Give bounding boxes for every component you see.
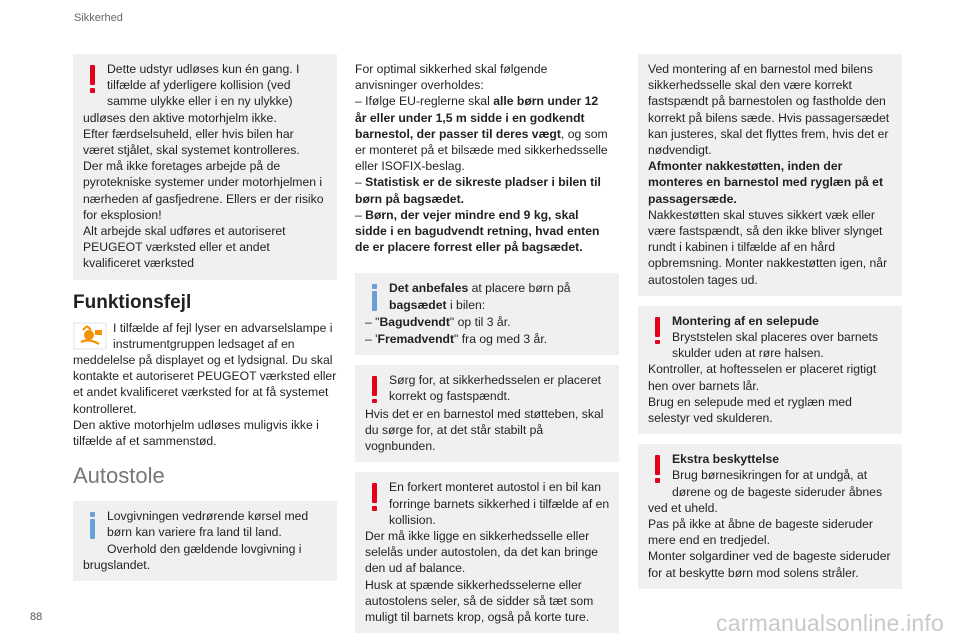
section-header: Sikkerhed bbox=[74, 12, 123, 24]
column-1 bbox=[73, 54, 337, 591]
heading-funktionsfejl: Funktionsfejl bbox=[73, 291, 192, 313]
warning-icon bbox=[648, 455, 666, 485]
safety-instructions: For optimal sikkerhed skal følgende anvisninger overholdes: – Ifølge EU-reglerne skal alle børn under 12 år eller under 1,5 m sidde i en godkendt barnestol, der passer til deres vægt, og som er monteret på et bilsæde med sikkerhedsselle eller ISOFIX-beslag. – Statistisk er de sikreste pladser i bilen til børn på bagsædet. – Børn, der vejer mindre end 9 kg, skal sidde i en bagudvendt retning, hvad enten de er placere forrest eller på bagsædet. bbox=[355, 62, 608, 255]
column-2 bbox=[355, 54, 619, 643]
warning-box-extra-protection: Ekstra beskyttelse Brug børnesikringen for at undgå, at dørene og de bageste sideruder åbnes ved et uheld. Pas på ikke at åbne de bageste sideruder mere end en tredjedel. Monter solgardiner ved de bageste sideruder for at beskytte børn mod solens stråler. bbox=[638, 444, 902, 589]
info-box-legislation: Lovgivningen vedrørende kørsel med børn kan variere fra land til land. Overhold den gældende lovgivning i brugslandet. bbox=[73, 501, 337, 581]
warning-box-active-hood: Dette udstyr udløses kun én gang. I tilfælde af yderligere kollision (ved samme ulykke eller i en ny ulykke) udløses den aktive motorhjelm ikke. Efter færdselsuheld, eller hvis bilen har været stjålet, skal systemet kontrolleres. Der må ikke foretages arbejde på de pyrotekniske systemer under motorhjelmen i nærheden af gasfjedrene. Ellers er der risiko for eksplosion! Alt arbejde skal udføres et autoriseret PEUGEOT værksted eller et andet kvalificeret værksted bbox=[73, 54, 337, 280]
box-child-seat-mounting: Ved montering af en barnestol med bilens sikkerhedsselle skal den være korrekt fastspændt på barnestolen og fastholde den korrekt på bilens sæde. Hvis passagersædet kan justeres, skal det flyttes frem, hvis det er nødvendigt. Afmonter nakkestøtten, inden der monteres en barnestol med ryglæn på et passagersæde. Nakkestøtten skal stuves sikkert væk eller være fastspændt, så den ikke bliver slynget rundt i kabinen i tilfælde af en hård opbremsning. Monter nakkestøtten igen, når autostolen tages ud. bbox=[638, 54, 902, 296]
funktionsfejl-text: I tilfælde af fejl lyser en advarselslampe i instrumentgruppen ledsaget af en meddelelse på displayet og et lydsignal. Du skal kontakte et autoriseret PEUGEOT værksted eller et andet kvalificeret værksted for at få systemet kontrolleret. Den aktive motorhjelm udløses muligvis ikke i tilfælde af et sammenstød. bbox=[73, 320, 337, 449]
info-icon bbox=[365, 284, 383, 314]
info-box-recommendation: Det anbefales at placere børn på bagsædet i bilen: – "Bagudvendt" op til 3 år. – 'Fremadvendt" fra og med 3 år. bbox=[355, 273, 619, 354]
warning-icon bbox=[83, 65, 101, 95]
engine-warning-icon bbox=[73, 322, 107, 350]
warning-icon bbox=[648, 317, 666, 347]
heading-autostole: Autostole bbox=[73, 463, 165, 489]
page-number: 88 bbox=[30, 611, 43, 623]
column-3 bbox=[638, 54, 902, 599]
info-icon bbox=[83, 512, 101, 542]
warning-box-seatbelt: Sørg for, at sikkerhedsselen er placeret korrekt og fastspændt. Hvis det er en barnestol med støtteben, skal du sørge for, at det står stabilt på vognbunden. bbox=[355, 365, 619, 463]
warning-box-booster-cushion: Montering af en selepude Bryststelen skal placeres over barnets skulder uden at røre halsen. Kontroller, at hoftesselen er placeret rigtigt hen over barnets lår. Brug en selepude med et ryglæn med selestyr ved skulderen. bbox=[638, 306, 902, 434]
warning-icon bbox=[365, 483, 383, 513]
warning-box-incorrect-mounting: En forkert monteret autostol i en bil kan forringe barnets sikkerhed i tilfælde af en kollision. Der må ikke ligge en sikkerhedsselle eller selelås under autostolen, da det kan bringe den ud af balance. Husk at spænde sikkerhedsselerne eller autostolens seler, så de sidder så tæt som muligt til barnets krop, også på korte ture. bbox=[355, 472, 619, 633]
watermark: carmanualsonline.info bbox=[716, 610, 944, 636]
warning-icon bbox=[365, 376, 383, 406]
